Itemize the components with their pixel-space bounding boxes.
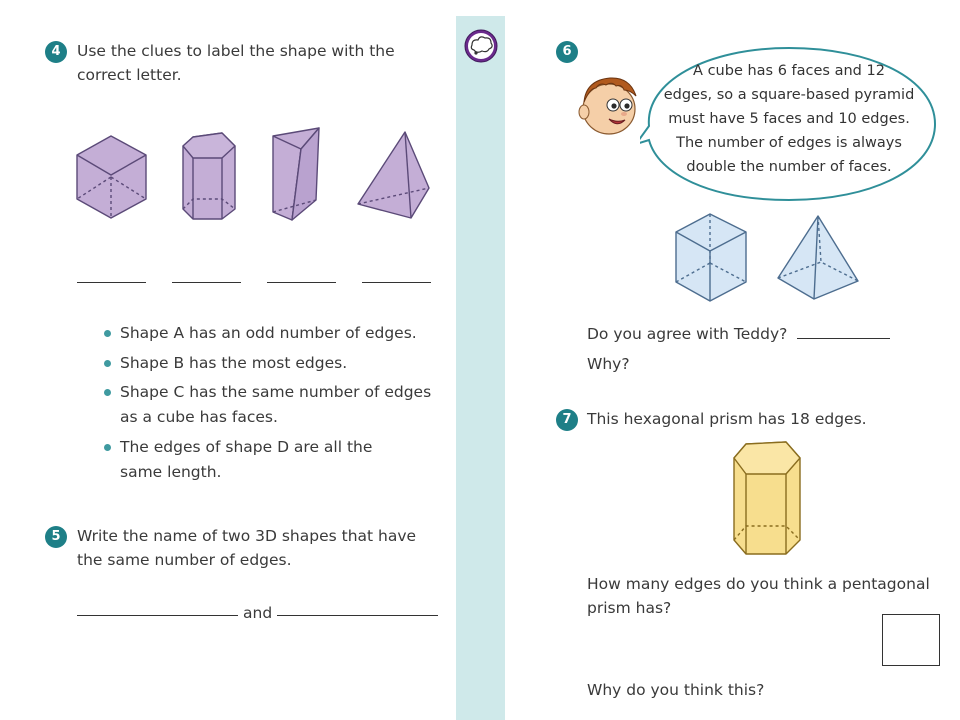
clue-c-line2: as a cube has faces.	[120, 408, 278, 426]
question-7-badge: 7	[556, 409, 578, 431]
q7-answer-box[interactable]	[882, 614, 940, 666]
q7-why: Why do you think this?	[587, 681, 765, 699]
shape-1-answer-line[interactable]	[77, 282, 146, 283]
q7-question-line2: prism has?	[587, 599, 672, 617]
q4-prompt-line2: correct letter.	[77, 66, 182, 84]
q6-agree-answer-line[interactable]	[797, 338, 890, 339]
shape-2-answer-line[interactable]	[172, 282, 241, 283]
q7-question-line1: How many edges do you think a pentagonal	[587, 575, 930, 593]
bullet	[104, 360, 111, 367]
clue-a: Shape A has an odd number of edges.	[120, 324, 417, 342]
shape-triangular-prism	[273, 128, 319, 220]
q5-prompt-line2: the same number of edges.	[77, 551, 292, 569]
speech-line: must have 5 faces and 10 edges.	[668, 111, 910, 127]
clue-d-line2: same length.	[120, 463, 222, 481]
bullet	[104, 389, 111, 396]
question-5-badge: 5	[45, 526, 67, 548]
shape-hexagonal-prism-yellow	[728, 436, 808, 560]
speech-line: edges, so a square-based pyramid	[663, 87, 915, 103]
teddy-speech	[648, 59, 930, 179]
q4-prompt-line1: Use the clues to label the shape with the	[77, 42, 395, 60]
question-4-badge: 4	[45, 41, 67, 63]
q4-shapes	[60, 120, 450, 230]
shape-hexagonal-prism	[183, 133, 235, 219]
bullet	[104, 330, 111, 337]
q6-agree-question: Do you agree with Teddy?	[587, 325, 788, 343]
shape-cube	[676, 214, 746, 301]
clue-c-line1: Shape C has the same number of edges	[120, 383, 432, 401]
speech-line: The number of edges is always	[676, 135, 902, 151]
shape-4-answer-line[interactable]	[362, 282, 431, 283]
shape-triangular-pyramid	[358, 132, 429, 218]
teddy-character	[576, 72, 646, 142]
question-6-badge: 6	[556, 41, 578, 63]
q5-prompt-line1: Write the name of two 3D shapes that have	[77, 527, 417, 545]
shape-square-pyramid	[778, 216, 858, 299]
bullet	[104, 444, 111, 451]
q5-answer-line-1[interactable]	[77, 615, 238, 616]
shape-hexagon-prism-end	[77, 136, 146, 218]
q5-answer-line-2[interactable]	[277, 615, 438, 616]
speech-line: double the number of faces.	[686, 159, 892, 175]
speech-line: A cube has 6 faces and 12	[693, 63, 885, 79]
page-divider-strip	[456, 16, 505, 720]
q6-shapes	[668, 208, 868, 308]
q6-why: Why?	[587, 355, 630, 373]
q5-and-label: and	[243, 604, 273, 622]
clue-d-line1: The edges of shape D are all the	[120, 438, 373, 456]
thought-bubble-icon	[463, 28, 499, 64]
shape-3-answer-line[interactable]	[267, 282, 336, 283]
q7-statement: This hexagonal prism has 18 edges.	[587, 410, 867, 428]
clue-b: Shape B has the most edges.	[120, 354, 348, 372]
